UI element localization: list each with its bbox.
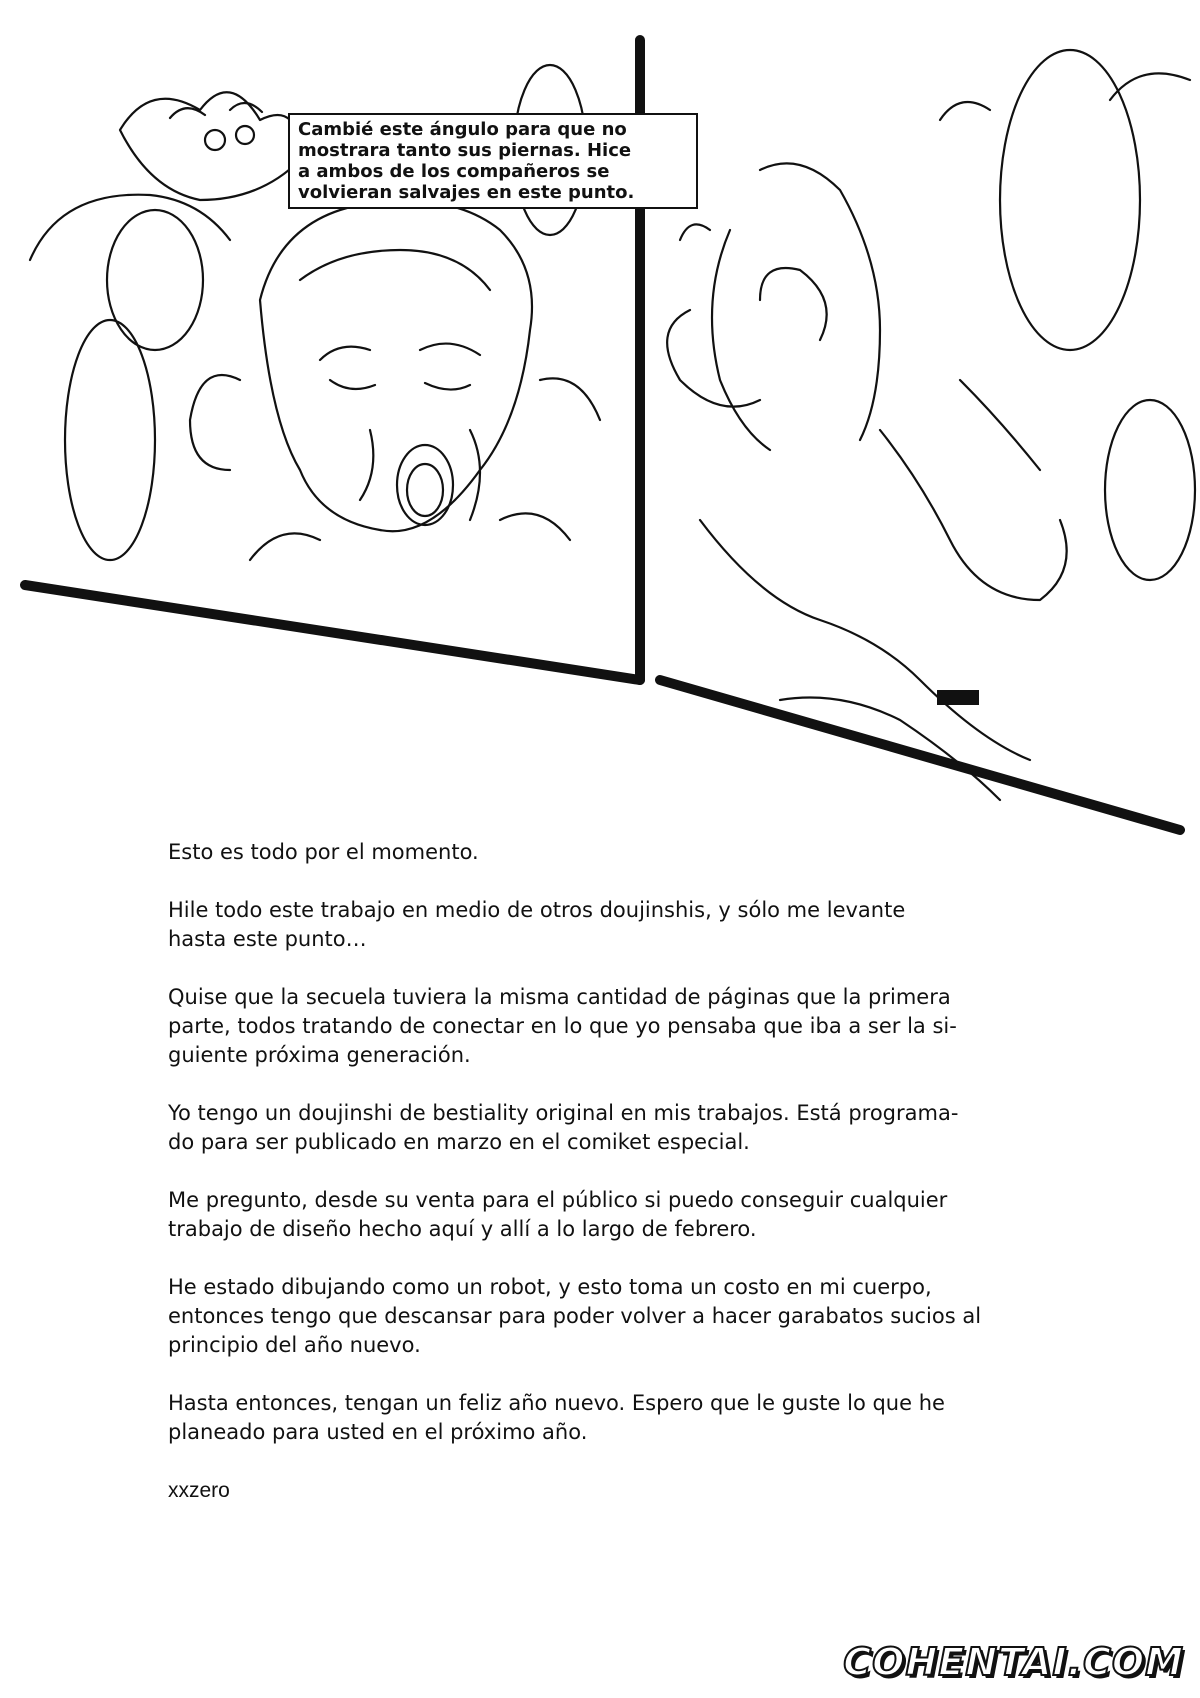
afterword-paragraph-6: He estado dibujando como un robot, y esto toma un costo en mi cuerpo, entonces tengo que descansar para poder volver a hacer garabatos sucios al principio del año nuevo.: [168, 1275, 982, 1357]
author-signature: xxzero: [168, 1479, 230, 1502]
speech-balloon-1: [107, 210, 203, 350]
afterword-paragraph-3: Quise que la secuela tuviera la misma cantidad de páginas que la primera parte, todos tratando de conectar en lo que yo pensaba que iba a ser la si- guiente próxima generación.: [168, 985, 957, 1067]
speech-balloon-4: [1000, 50, 1140, 350]
afterword-paragraph-4: Yo tengo un doujinshi de bestiality original en mis trabajos. Está programa- do para ser publicado en marzo en el comiket especial.: [168, 1101, 959, 1154]
translator-note-box: Cambié este ángulo para que no mostrara tanto sus piernas. Hice a ambos de los compañeros se volvieran salvajes en este punto.: [288, 113, 698, 209]
speech-balloon-5: [1105, 400, 1195, 580]
speech-balloon-2: [65, 320, 155, 560]
afterword-paragraph-7: Hasta entonces, tengan un feliz año nuevo. Espero que le guste lo que he planeado para usted en el próximo año.: [168, 1391, 945, 1444]
site-watermark: COHENTAI.COM: [843, 1640, 1184, 1684]
afterword-paragraph-1: Esto es todo por el momento.: [168, 840, 479, 864]
censor-bar: [937, 690, 979, 705]
afterword-paragraph-2: Hile todo este trabajo en medio de otros doujinshis, y sólo me levante hasta este punto…: [168, 898, 906, 951]
character-open-mouth: [397, 445, 453, 525]
afterword: [168, 838, 1098, 1534]
afterword-paragraph-5: Me pregunto, desde su venta para el público si puedo conseguir cualquier trabajo de diseño hecho aquí y allí a lo largo de febrero.: [168, 1188, 948, 1241]
creature-outline-left: [120, 92, 300, 200]
